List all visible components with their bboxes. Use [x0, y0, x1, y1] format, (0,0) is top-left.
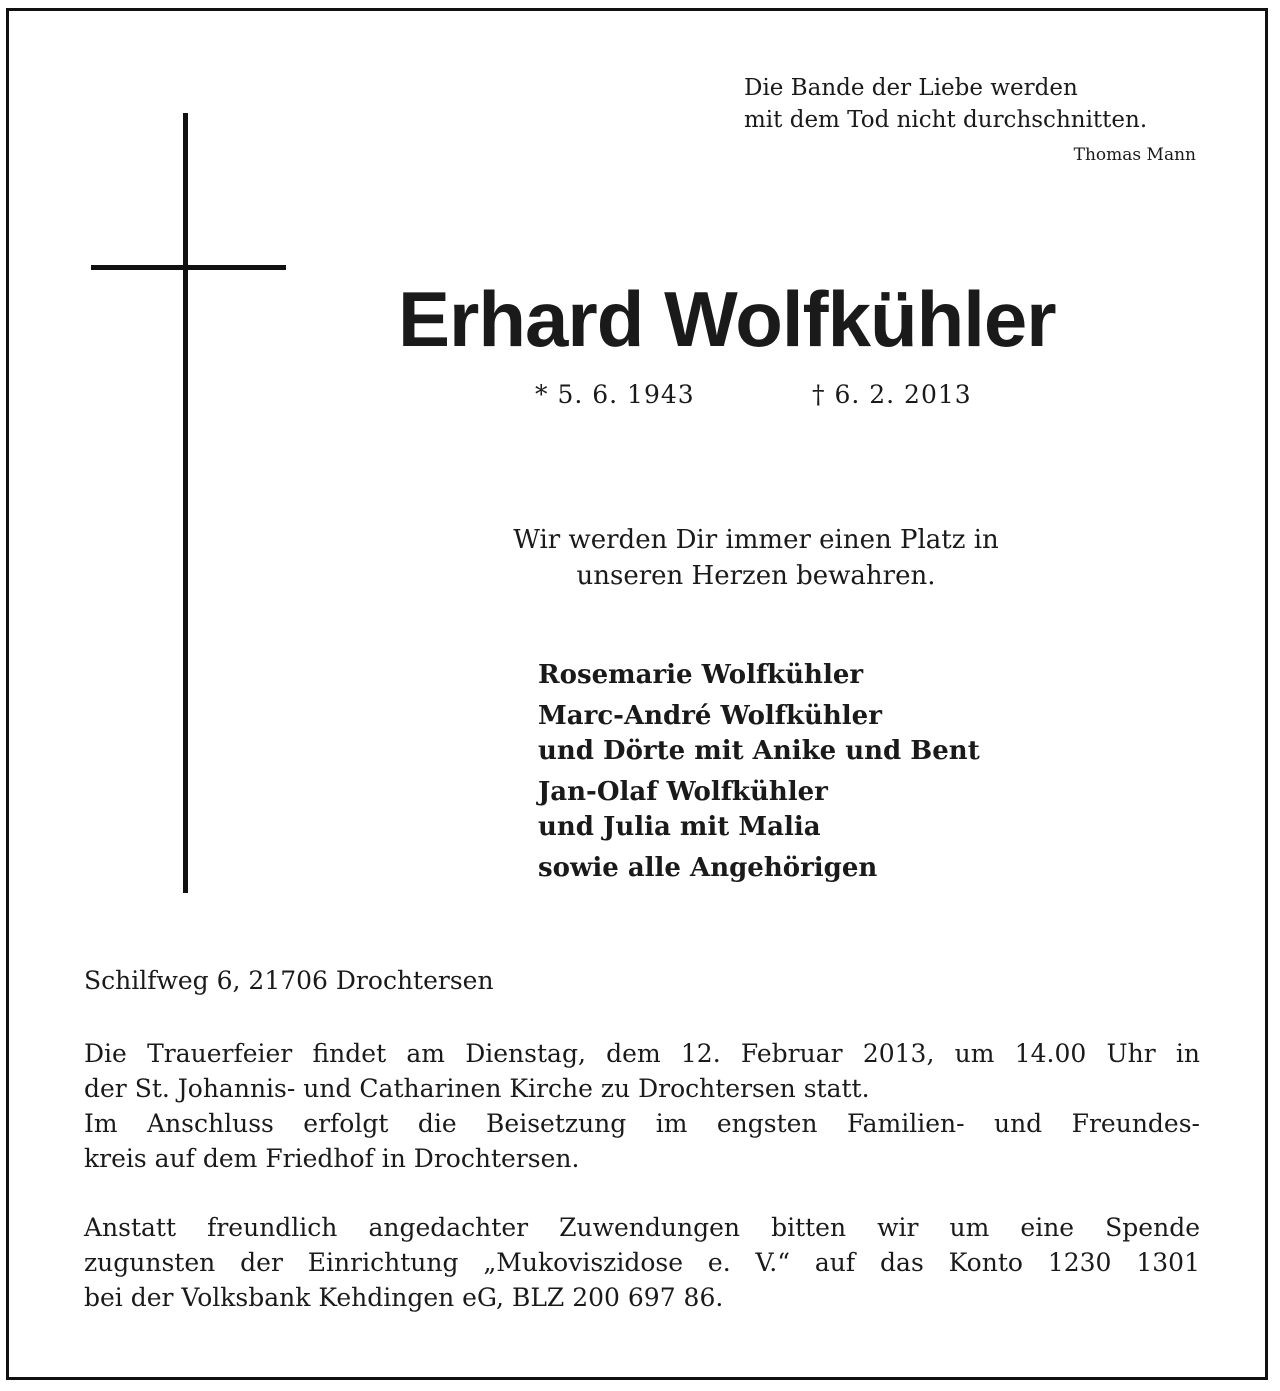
donation-info-line: bei der Volksbank Kehdingen eG, BLZ 200 697 86.: [84, 1283, 724, 1312]
quote-author: Thomas Mann: [1073, 145, 1196, 165]
cross-icon-horizontal-bar: [91, 265, 286, 270]
mourner-line: und Dörte mit Anike und Bent: [538, 736, 980, 766]
mourner-line: und Julia mit Malia: [538, 812, 821, 842]
death-date: † 6. 2. 2013: [812, 380, 972, 409]
mourner-group: [538, 851, 980, 886]
funeral-info-line: der St. Johannis- und Catharinen Kirche zu Drochtersen statt.: [84, 1074, 870, 1103]
donation-info-line: Anstatt freundlich angedachter Zuwendungen bitten wir um eine Spende: [84, 1213, 1200, 1242]
mourners-list: [538, 658, 980, 892]
mourner-group: [538, 658, 980, 693]
birth-date: * 5. 6. 1943: [535, 380, 695, 409]
mourner-line: Rosemarie Wolfkühler: [538, 660, 864, 690]
mourner-line: Marc-André Wolfkühler: [538, 701, 882, 731]
quote: [744, 72, 1147, 136]
quote-line: Die Bande der Liebe werden: [744, 75, 1078, 101]
funeral-info-line: Die Trauerfeier findet am Dienstag, dem 12. Februar 2013, um 14.00 Uhr in: [84, 1039, 1200, 1068]
address: Schilfweg 6, 21706 Drochtersen: [84, 966, 494, 995]
funeral-info: [84, 1036, 1200, 1176]
mourner-group: [538, 699, 980, 769]
mourner-line: sowie alle Angehörigen: [538, 853, 878, 883]
mourner-line: Jan-Olaf Wolfkühler: [538, 777, 828, 807]
cross-icon-vertical-bar: [183, 113, 188, 893]
verse-line: unseren Herzen bewahren.: [576, 561, 936, 591]
quote-line: mit dem Tod nicht durchschnitten.: [744, 107, 1148, 133]
verse-line: Wir werden Dir immer einen Platz in: [513, 525, 999, 555]
funeral-info-line: kreis auf dem Friedhof in Drochtersen.: [84, 1144, 580, 1173]
memorial-verse: [456, 522, 1056, 594]
donation-info: [84, 1210, 1200, 1315]
funeral-info-line: Im Anschluss erfolgt die Beisetzung im engsten Familien- und Freundes-: [84, 1109, 1200, 1138]
mourner-group: [538, 775, 980, 845]
donation-info-line: zugunsten der Einrichtung „Mukoviszidose e. V.“ auf das Konto 1230 1301: [84, 1248, 1200, 1277]
deceased-name: Erhard Wolfkühler: [398, 275, 1056, 363]
